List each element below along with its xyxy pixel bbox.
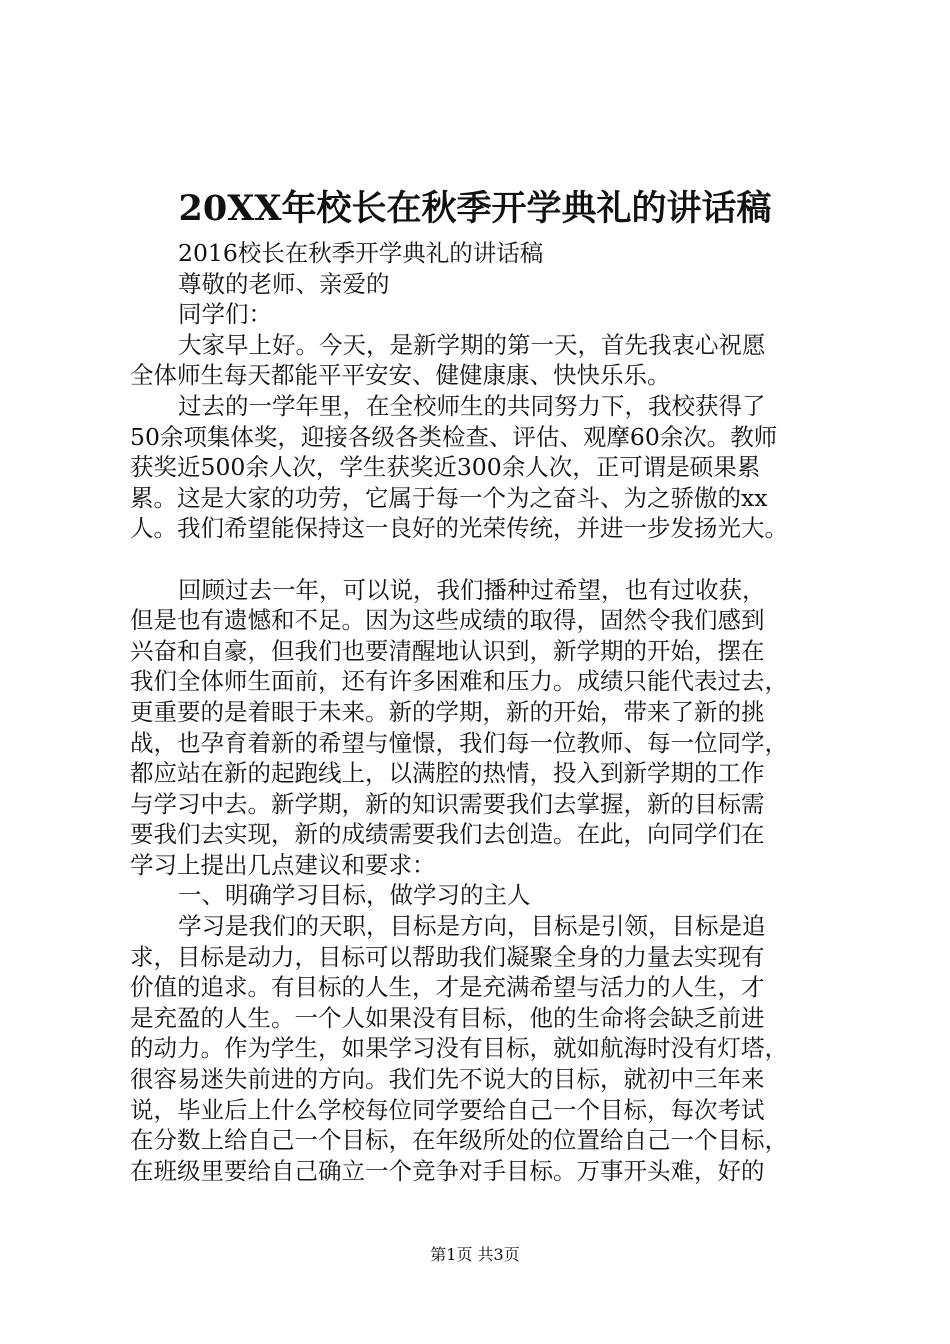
- text-line: 是充盈的人生。一个人如果没有目标，他的生命将会缺乏前进: [130, 1003, 765, 1032]
- text-line: 大家早上好。今天，是新学期的第一天，首先我衷心祝愿: [178, 330, 766, 359]
- text-line: 尊敬的老师、亲爱的: [178, 269, 390, 298]
- text-line: 很容易迷失前进的方向。我们先不说大的目标，就初中三年来: [130, 1065, 765, 1094]
- text-line: 同学们：: [178, 300, 272, 329]
- text-line: 战，也孕育着新的希望与憧憬，我们每一位教师、每一位同学，: [130, 728, 788, 757]
- text-line: 都应站在新的起跑线上，以满腔的热情，投入到新学期的工作: [130, 759, 765, 788]
- text-line: 获奖近500余人次，学生获奖近300余人次，正可谓是硕果累: [130, 453, 761, 482]
- text-line: 更重要的是着眼于未来。新的学期，新的开始，带来了新的挑: [130, 697, 765, 726]
- text-line: 在分数上给自己一个目标，在年级所处的位置给自己一个目标，: [130, 1126, 788, 1155]
- text-line: 学习是我们的天职，目标是方向，目标是引领，目标是追: [178, 912, 766, 941]
- text-line: 我们全体师生面前，还有许多困难和压力。成绩只能代表过去，: [130, 667, 788, 696]
- text-line: 累。这是大家的功劳，它属于每一个为之奋斗、为之骄傲的xx: [130, 483, 768, 512]
- text-line: 全体师生每天都能平平安安、健健康康、快快乐乐。: [130, 361, 671, 390]
- text-line: 的动力。作为学生，如果学习没有目标，就如航海时没有灯塔，: [130, 1034, 788, 1063]
- text-line: 一、明确学习目标，做学习的主人: [178, 881, 531, 910]
- document-body: [130, 238, 820, 1186]
- page-footer: 第1页 共3页: [430, 1245, 520, 1264]
- text-line: 要我们去实现，新的成绩需要我们去创造。在此，向同学们在: [130, 820, 765, 849]
- text-line: 说，毕业后上什么学校每位同学要给自己一个目标，每次考试: [130, 1095, 765, 1124]
- document-title: 20XX年校长在秋季开学典礼的讲话稿: [178, 188, 772, 229]
- text-line: 回顾过去一年，可以说，我们播种过希望，也有过收获，: [178, 575, 766, 604]
- text-line: 但是也有遗憾和不足。因为这些成绩的取得，固然令我们感到: [130, 606, 765, 635]
- text-line: 50余项集体奖，迎接各级各类检查、评估、观摩60余次。教师: [130, 422, 778, 451]
- text-line: 求，目标是动力，目标可以帮助我们凝聚全身的力量去实现有: [130, 942, 765, 971]
- text-line: 兴奋和自豪，但我们也要清醒地认识到，新学期的开始，摆在: [130, 636, 765, 665]
- text-line: 学习上提出几点建议和要求：: [130, 850, 436, 879]
- text-line: 与学习中去。新学期，新的知识需要我们去掌握，新的目标需: [130, 789, 765, 818]
- text-line: 人。我们希望能保持这一良好的光荣传统，并进一步发扬光大。: [130, 514, 788, 543]
- blank-line: [130, 544, 820, 575]
- text-line: 2016校长在秋季开学典礼的讲话稿: [178, 239, 544, 267]
- text-line: 在班级里要给自己确立一个竞争对手目标。万事开头难，好的: [130, 1156, 765, 1185]
- text-line: 价值的追求。有目标的人生，才是充满希望与活力的人生，才: [130, 973, 765, 1002]
- text-line: 过去的一学年里，在全校师生的共同努力下，我校获得了: [178, 391, 766, 420]
